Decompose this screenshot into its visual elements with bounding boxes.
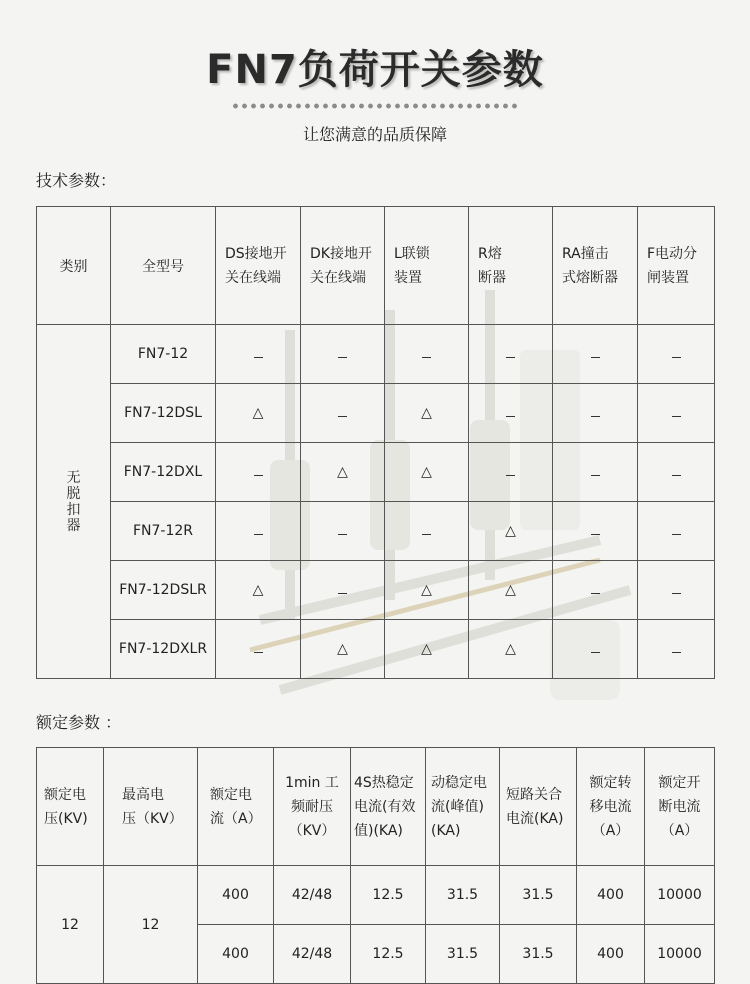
ds-cell xyxy=(216,561,301,620)
dk-cell xyxy=(301,620,385,679)
r-cell xyxy=(469,502,553,561)
ds-cell xyxy=(216,443,301,502)
ra-cell xyxy=(553,502,638,561)
r-cell xyxy=(469,620,553,679)
dk-cell xyxy=(301,384,385,443)
l-cell xyxy=(385,443,469,502)
table-row xyxy=(37,620,715,679)
f-cell xyxy=(638,620,715,679)
dynamic-cell: 31.5 xyxy=(426,925,500,984)
table-row xyxy=(37,561,715,620)
triangle-mark: △ xyxy=(505,641,516,657)
model-cell: FN7-12DXLR xyxy=(111,620,216,679)
header-category: 类别 xyxy=(37,207,111,325)
triangle-mark: △ xyxy=(421,464,432,480)
dynamic-cell: 31.5 xyxy=(426,866,500,925)
l-cell xyxy=(385,325,469,384)
dash-mark xyxy=(254,534,263,535)
current-cell: 400 xyxy=(198,925,274,984)
model-cell: FN7-12R xyxy=(111,502,216,561)
dash-mark xyxy=(672,593,681,594)
page-subtitle: 让您满意的品质保障 xyxy=(302,125,447,144)
dash-mark xyxy=(672,357,681,358)
triangle-mark: △ xyxy=(505,523,516,539)
f-cell xyxy=(638,502,715,561)
ra-cell xyxy=(553,384,638,443)
r-cell xyxy=(469,561,553,620)
header-l: L联锁 装置 xyxy=(385,207,469,325)
dash-mark xyxy=(422,357,431,358)
header-withstand: 1min 工 频耐压 （KV） xyxy=(274,748,351,866)
dash-mark xyxy=(591,593,600,594)
header-transfer: 额定转 移电流 （A） xyxy=(577,748,645,866)
dash-mark xyxy=(672,475,681,476)
dash-mark xyxy=(506,416,515,417)
f-cell xyxy=(638,384,715,443)
dash-mark xyxy=(338,534,347,535)
tech-params-label: 技术参数： xyxy=(36,171,117,190)
triangle-mark: △ xyxy=(421,582,432,598)
header-ds: DS接地开 关在线端 xyxy=(216,207,301,325)
triangle-mark: △ xyxy=(252,582,264,598)
f-cell xyxy=(638,325,715,384)
ds-cell xyxy=(216,325,301,384)
dash-mark xyxy=(591,534,600,535)
table-row xyxy=(37,502,715,561)
dash-mark xyxy=(254,357,263,358)
triangle-mark: △ xyxy=(421,405,432,421)
header-rated-voltage: 额定电 压(KV) xyxy=(37,748,104,866)
triangle-mark: △ xyxy=(337,464,348,480)
triangle-mark: △ xyxy=(421,641,432,657)
transfer-cell: 400 xyxy=(577,866,645,925)
r-cell xyxy=(469,443,553,502)
dash-mark xyxy=(254,652,263,653)
header-max-voltage: 最高电 压（KV） xyxy=(104,748,198,866)
triangle-mark: △ xyxy=(337,641,348,657)
header-rated-current: 额定电 流（A） xyxy=(198,748,274,866)
dk-cell xyxy=(301,502,385,561)
table-header-row xyxy=(37,207,715,325)
header-r: R熔 断器 xyxy=(469,207,553,325)
header-dynamic: 动稳定电 流(峰值) (KA) xyxy=(426,748,500,866)
header-breaking: 额定开 断电流 （A） xyxy=(645,748,715,866)
dotted-divider xyxy=(231,103,521,109)
thermal-cell: 12.5 xyxy=(351,866,426,925)
ds-cell xyxy=(216,620,301,679)
l-cell xyxy=(385,561,469,620)
ra-cell xyxy=(553,443,638,502)
f-cell xyxy=(638,443,715,502)
withstand-cell: 42/48 xyxy=(274,925,351,984)
header-ra: RA撞击 式熔断器 xyxy=(553,207,638,325)
table-row xyxy=(37,866,715,925)
dash-mark xyxy=(338,357,347,358)
dash-mark xyxy=(672,534,681,535)
dash-mark xyxy=(506,475,515,476)
technical-params-table xyxy=(36,206,715,679)
dash-mark xyxy=(591,652,600,653)
dash-mark xyxy=(506,357,515,358)
ds-cell xyxy=(216,502,301,561)
r-cell xyxy=(469,384,553,443)
l-cell xyxy=(385,620,469,679)
table-row xyxy=(37,325,715,384)
dash-mark xyxy=(422,534,431,535)
breaking-cell: 10000 xyxy=(645,866,715,925)
current-cell: 400 xyxy=(198,866,274,925)
header-short-circuit: 短路关合 电流(KA) xyxy=(500,748,577,866)
rated-params-table xyxy=(36,747,715,984)
table-row xyxy=(37,443,715,502)
dk-cell xyxy=(301,561,385,620)
r-cell xyxy=(469,325,553,384)
page-title: FN7负荷开关参数 xyxy=(206,47,544,93)
ra-cell xyxy=(553,325,638,384)
rated-voltage-cell: 12 xyxy=(37,866,104,984)
short-circuit-cell: 31.5 xyxy=(500,925,577,984)
transfer-cell: 400 xyxy=(577,925,645,984)
ra-cell xyxy=(553,561,638,620)
ra-cell xyxy=(553,620,638,679)
header-dk: DK接地开 关在线端 xyxy=(301,207,385,325)
dash-mark xyxy=(672,652,681,653)
table-row xyxy=(37,384,715,443)
dash-mark xyxy=(672,416,681,417)
category-cell: 无 脱 扣 器 xyxy=(37,325,111,679)
dk-cell xyxy=(301,325,385,384)
dash-mark xyxy=(254,475,263,476)
model-cell: FN7-12DSLR xyxy=(111,561,216,620)
f-cell xyxy=(638,561,715,620)
triangle-mark: △ xyxy=(505,582,516,598)
header-model: 全型号 xyxy=(111,207,216,325)
model-cell: FN7-12DSL xyxy=(111,384,216,443)
triangle-mark: △ xyxy=(252,405,264,421)
l-cell xyxy=(385,384,469,443)
model-cell: FN7-12 xyxy=(111,325,216,384)
header-thermal: 4S热稳定 电流(有效 值)(KA) xyxy=(351,748,426,866)
dash-mark xyxy=(591,475,600,476)
breaking-cell: 10000 xyxy=(645,925,715,984)
thermal-cell: 12.5 xyxy=(351,925,426,984)
ds-cell xyxy=(216,384,301,443)
dash-mark xyxy=(591,357,600,358)
withstand-cell: 42/48 xyxy=(274,866,351,925)
dash-mark xyxy=(338,593,347,594)
table-header-row xyxy=(37,748,715,866)
rated-params-label: 额定参数 ： xyxy=(36,713,122,732)
dk-cell xyxy=(301,443,385,502)
header-f: F电动分 闸装置 xyxy=(638,207,715,325)
model-cell: FN7-12DXL xyxy=(111,443,216,502)
short-circuit-cell: 31.5 xyxy=(500,866,577,925)
dash-mark xyxy=(338,416,347,417)
l-cell xyxy=(385,502,469,561)
dash-mark xyxy=(591,416,600,417)
max-voltage-cell: 12 xyxy=(104,866,198,984)
